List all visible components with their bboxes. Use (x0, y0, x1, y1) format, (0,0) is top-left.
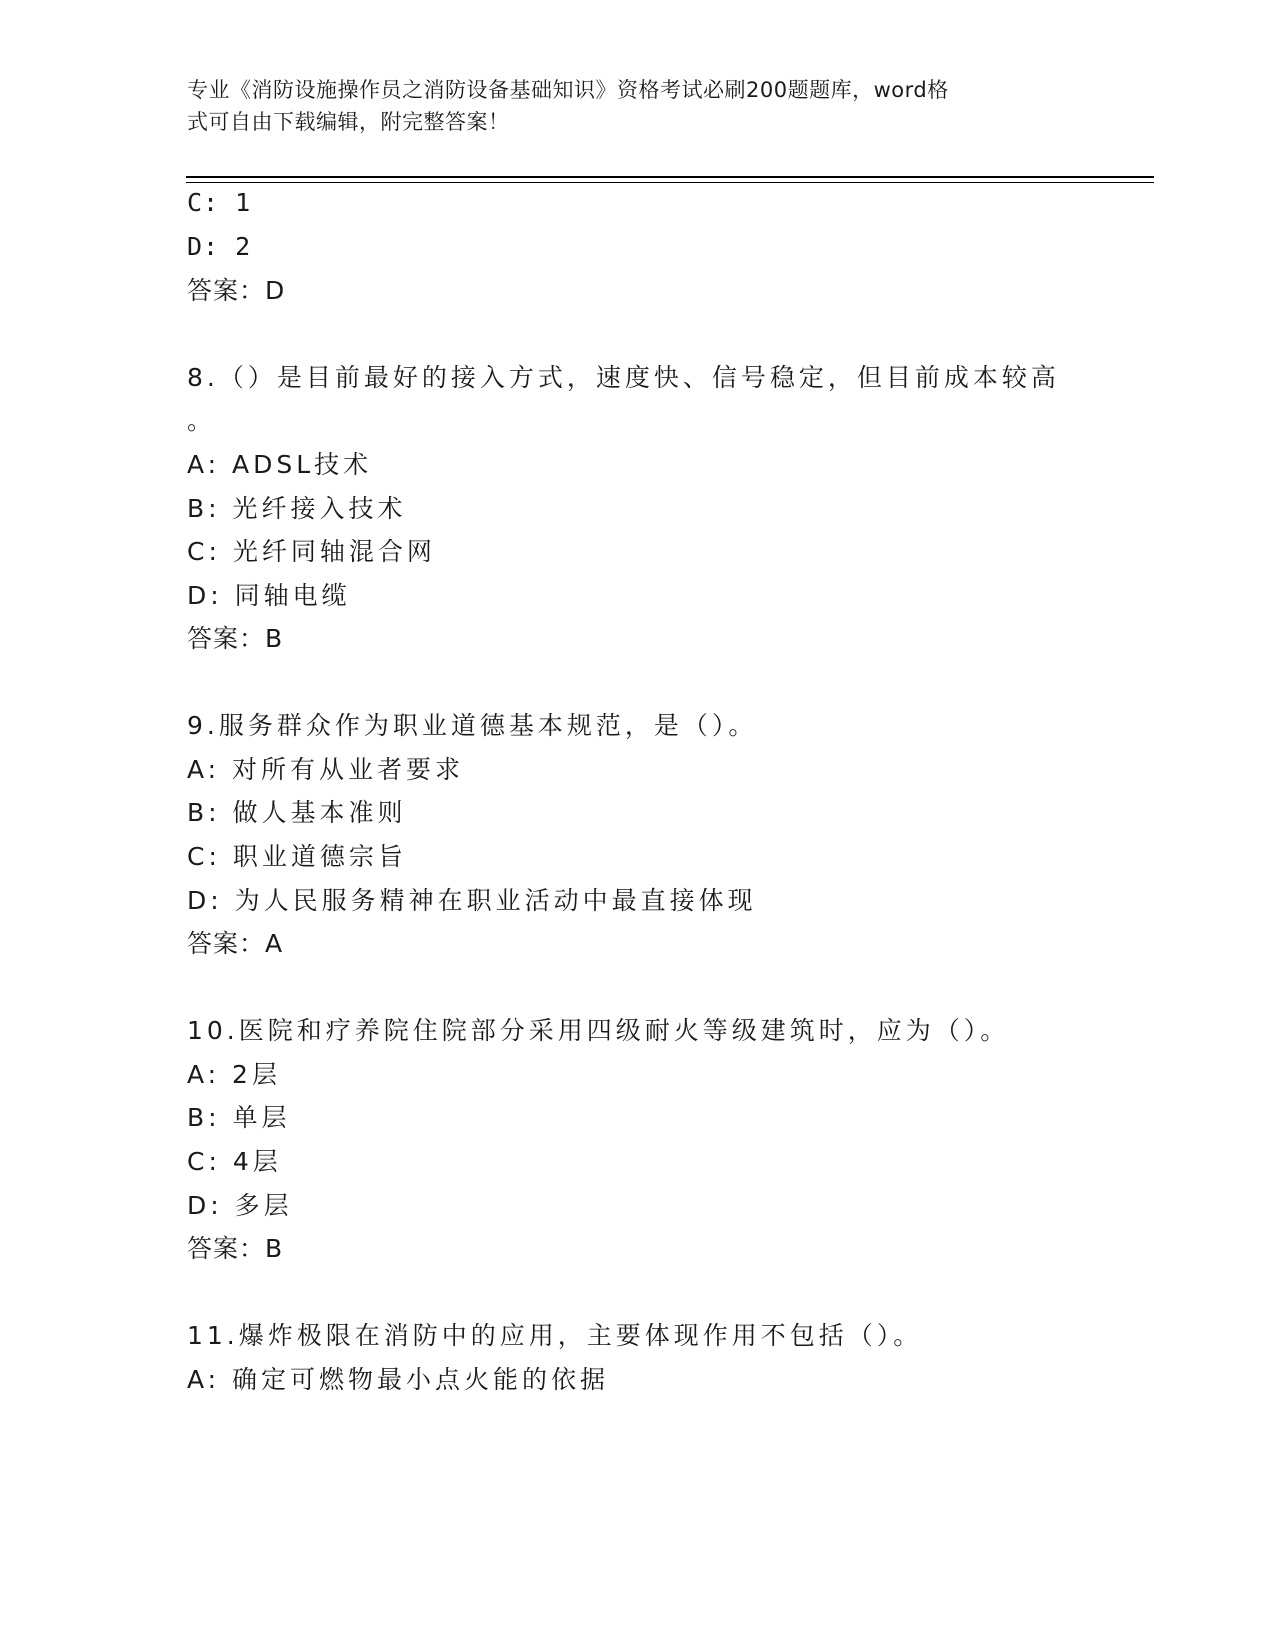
question-9-answer: 答案：A (187, 929, 284, 958)
question-8-option-a: A: ADSL技术 (187, 450, 373, 479)
question-8-option-d: D: 同轴电缆 (187, 581, 351, 610)
question-10-stem: 10.医院和疗养院住院部分采用四级耐火等级建筑时，应为（）。 (187, 1016, 1010, 1045)
question-10-option-c: C: 4层 (187, 1147, 282, 1176)
question-10-option-b: B: 单层 (187, 1103, 291, 1132)
question-8-stem-cont: 。 (187, 406, 217, 435)
header-title-line-2: 式可自由下载编辑，附完整答案！ (187, 110, 510, 134)
question-10-option-d: D: 多层 (187, 1191, 293, 1220)
question-10-answer: 答案：B (187, 1234, 284, 1263)
header-divider (186, 176, 1154, 178)
question-8-option-c: C: 光纤同轴混合网 (187, 537, 436, 566)
question-8-answer: 答案：B (187, 624, 284, 653)
option-d: D: 2 (187, 232, 252, 261)
question-11-option-a: A: 确定可燃物最小点火能的依据 (187, 1365, 610, 1394)
question-9-option-a: A: 对所有从业者要求 (187, 755, 465, 784)
question-8-stem: 8.（）是目前最好的接入方式，速度快、信号稳定，但目前成本较高 (187, 363, 1060, 392)
question-9-stem: 9.服务群众作为职业道德基本规范，是（）。 (187, 711, 758, 740)
document-header (187, 74, 1067, 138)
question-10-option-a: A: 2层 (187, 1060, 281, 1089)
question-9-option-d: D: 为人民服务精神在职业活动中最直接体现 (187, 886, 757, 915)
header-title-line-1: 专业《消防设施操作员之消防设备基础知识》资格考试必刷200题题库，word格 (187, 78, 949, 102)
option-c: C: 1 (187, 188, 252, 217)
question-9-option-c: C: 职业道德宗旨 (187, 842, 407, 871)
answer-line: 答案：D (187, 276, 286, 305)
question-11-stem: 11.爆炸极限在消防中的应用，主要体现作用不包括（）。 (187, 1321, 923, 1350)
question-8-option-b: B: 光纤接入技术 (187, 494, 407, 523)
header-divider-thin (186, 182, 1154, 183)
question-9-option-b: B: 做人基本准则 (187, 798, 407, 827)
